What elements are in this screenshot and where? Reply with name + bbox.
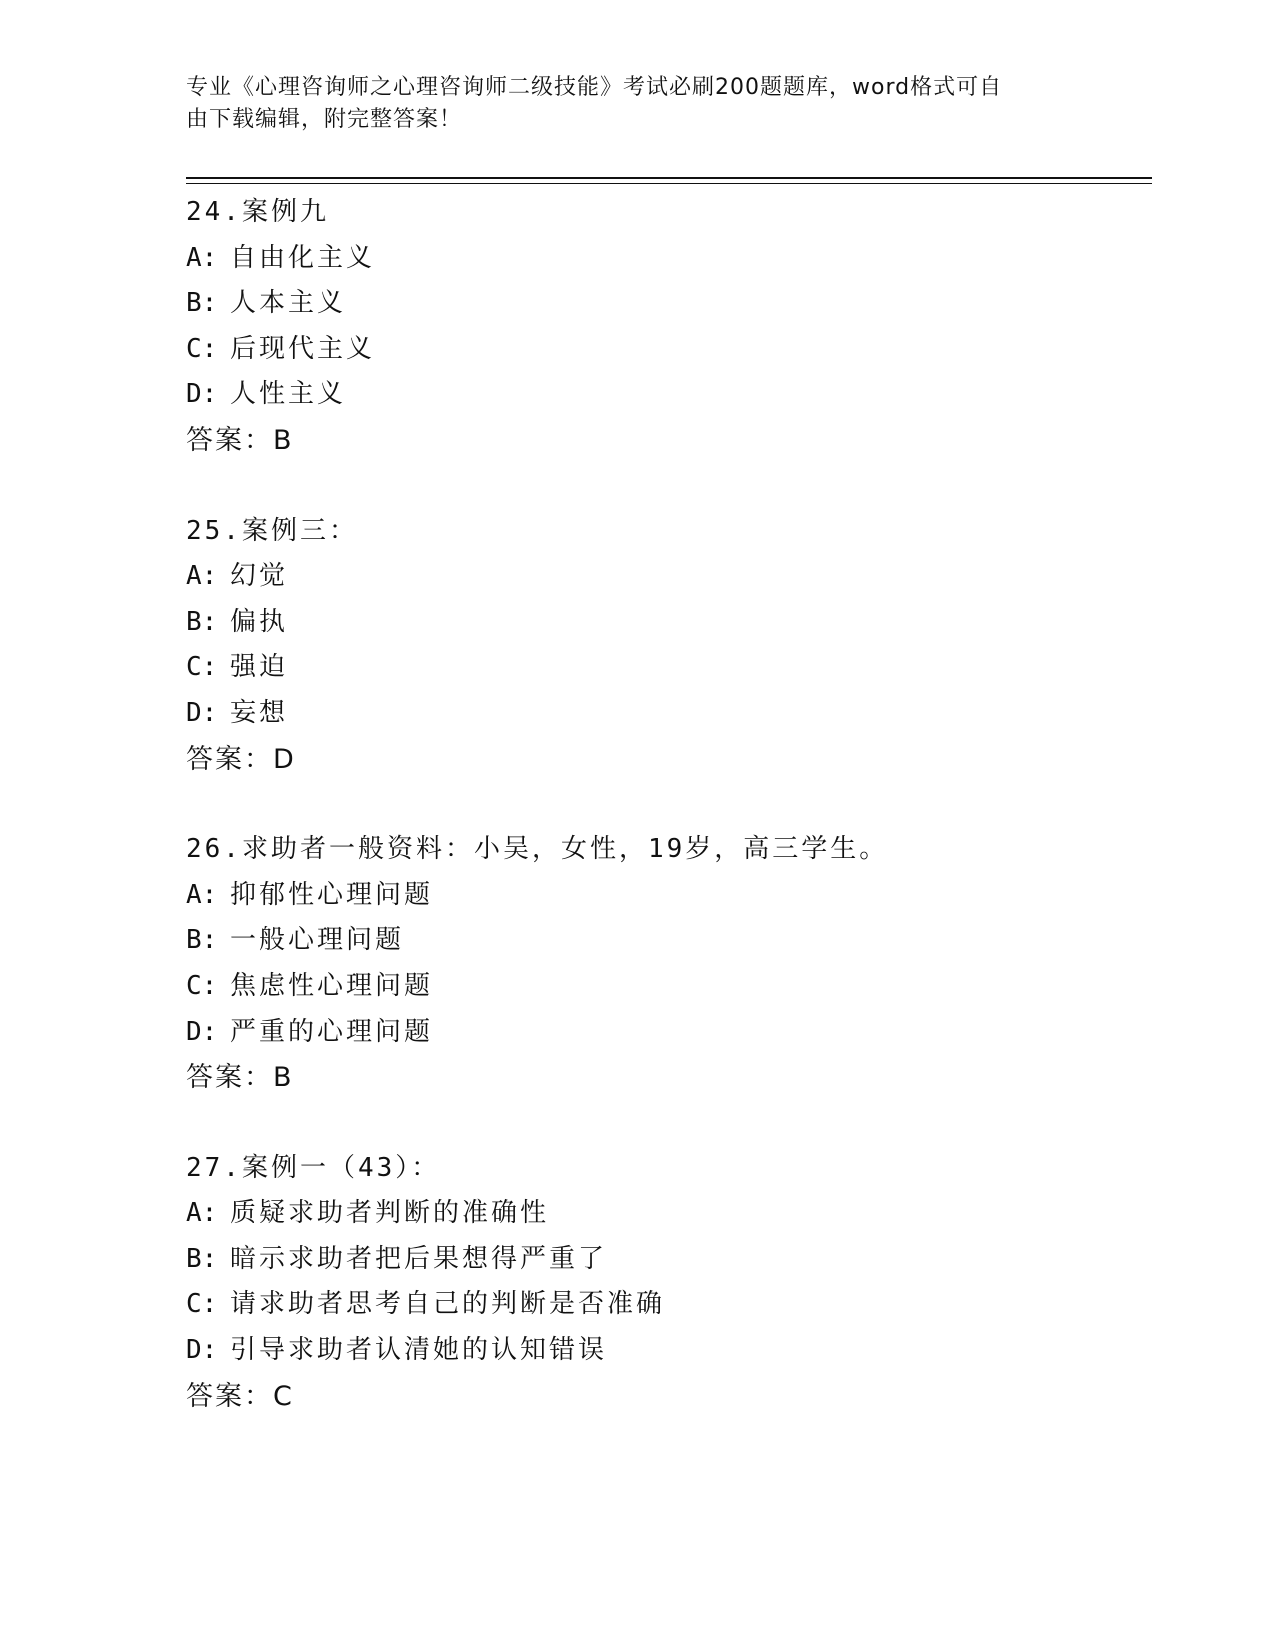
option-key: D: [186,1016,218,1047]
option-d [186,1328,1152,1374]
option-text: 人性主义 [230,379,347,410]
header-line-1: 专业《心理咨询师之心理咨询师二级技能》考试必刷200题题库，word格式可自 [186,75,1003,100]
option-text: 焦虑性心理问题 [230,970,434,1001]
option-text: 妄想 [230,697,289,728]
option-b [186,918,1152,964]
option-d [186,372,1152,418]
answer-line: 答案：B [186,424,294,456]
option-key: C: [186,652,218,683]
option-key: C: [186,333,218,364]
option-c [186,645,1152,691]
option-key: A: [186,879,218,910]
answer-line: 答案：C [186,1380,294,1412]
option-text: 请求助者思考自己的判断是否准确 [230,1289,666,1320]
option-text: 质疑求助者判断的准确性 [230,1198,550,1229]
option-b [186,1237,1152,1283]
option-text: 偏执 [230,606,289,637]
answer-line: 答案：B [186,1062,294,1094]
header-rule-thin [186,183,1152,184]
option-key: A: [186,242,218,273]
option-text: 后现代主义 [230,333,376,364]
option-text: 一般心理问题 [230,925,405,956]
option-key: D: [186,697,218,728]
option-c [186,964,1152,1010]
answer-line: 答案：D [186,743,296,775]
option-key: B: [186,925,218,956]
option-text: 人本主义 [230,288,347,319]
option-text: 强迫 [230,652,289,683]
option-a [186,873,1152,919]
header-rule-thick [186,177,1152,179]
question-title: 25.案例三： [186,515,358,546]
option-key: B: [186,288,218,319]
option-key: D: [186,1335,218,1366]
option-key: C: [186,970,218,1001]
option-c [186,1282,1152,1328]
option-text: 自由化主义 [230,242,376,273]
question-title: 27.案例一（43）： [186,1152,441,1183]
question-title: 26.求助者一般资料：小吴，女性，19岁，高三学生。 [186,834,889,865]
option-a [186,554,1152,600]
option-key: B: [186,1243,218,1274]
question-24 [186,190,1152,464]
option-text: 抑郁性心理问题 [230,879,434,910]
option-d [186,1010,1152,1056]
question-title: 24.案例九 [186,197,329,227]
option-text: 引导求助者认清她的认知错误 [230,1335,608,1366]
document-header [186,72,1086,136]
option-key: C: [186,1289,218,1320]
option-text: 严重的心理问题 [230,1016,434,1047]
option-d [186,691,1152,737]
question-25 [186,509,1152,783]
option-key: B: [186,606,218,637]
question-26 [186,827,1152,1101]
option-a [186,1191,1152,1237]
question-list [186,190,1152,1464]
option-key: D: [186,379,218,410]
option-b [186,281,1152,327]
option-key: A: [186,1198,218,1229]
header-line-2: 由下载编辑，附完整答案！ [186,107,463,132]
option-c [186,327,1152,373]
option-key: A: [186,561,218,592]
option-text: 暗示求助者把后果想得严重了 [230,1243,608,1274]
question-27 [186,1146,1152,1420]
option-b [186,600,1152,646]
option-text: 幻觉 [230,561,289,592]
option-a [186,236,1152,282]
